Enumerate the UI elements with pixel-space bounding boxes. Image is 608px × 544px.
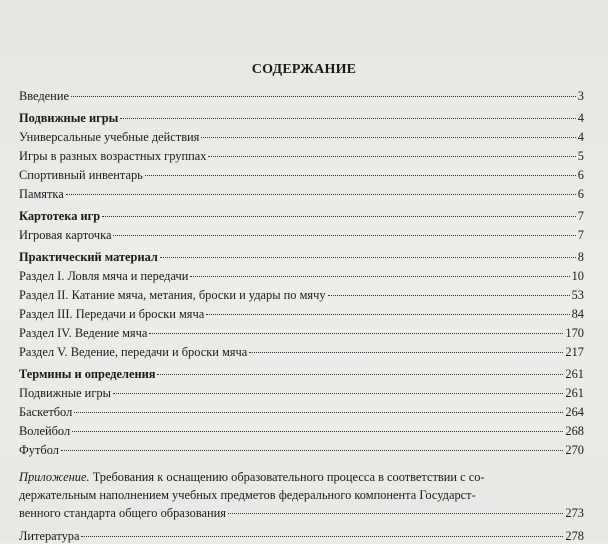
toc-entry-label: Подвижные игры — [19, 386, 111, 400]
dot-leader — [160, 257, 576, 258]
appendix-line-1 — [19, 468, 584, 486]
appendix-text-3: венного стандарта общего образования — [19, 506, 226, 520]
dot-leader — [190, 276, 569, 277]
dot-leader — [113, 235, 575, 236]
toc-entry — [19, 167, 584, 183]
toc-page-number: 7 — [577, 209, 584, 223]
toc-entry — [19, 148, 584, 164]
dot-leader — [149, 333, 563, 334]
toc-section-heading — [19, 249, 584, 265]
dot-leader — [102, 216, 576, 217]
dot-leader — [145, 175, 576, 176]
dot-leader — [328, 295, 570, 296]
toc-page-number: 268 — [565, 424, 584, 438]
toc-entry — [19, 442, 584, 458]
toc-page-number: 217 — [565, 345, 584, 359]
toc-entry — [19, 129, 584, 145]
toc-row-literature — [19, 528, 584, 544]
toc-entry-label: Футбол — [19, 443, 59, 457]
appendix-text-2: держательным наполнением учебных предметов федерального компонента Государст- — [19, 488, 476, 502]
toc-section-heading — [19, 110, 584, 126]
toc-page-number: 3 — [577, 89, 584, 103]
toc-entry — [19, 344, 584, 360]
appendix-text-1: Требования к оснащению образовательного процесса в соответствии с со- — [89, 470, 485, 484]
dot-leader — [120, 118, 575, 119]
toc-section-label: Подвижные игры — [19, 111, 119, 125]
toc-page-number: 5 — [577, 149, 584, 163]
dot-leader — [66, 194, 576, 195]
toc-page-number: 4 — [577, 130, 584, 144]
toc-entry-label: Баскетбол — [19, 405, 73, 419]
toc-page-number: 84 — [571, 307, 584, 321]
toc-section-label: Практический материал — [19, 250, 158, 264]
toc-section-label: Термины и определения — [19, 367, 156, 381]
toc-entry — [19, 306, 584, 322]
toc-page-number: 6 — [577, 187, 584, 201]
dot-leader — [201, 137, 575, 138]
toc-entry-label: Раздел I. Ловля мяча и передачи — [19, 269, 189, 283]
toc-entry-label: Введение — [19, 89, 69, 103]
toc-appendix — [19, 468, 584, 522]
dot-leader — [113, 393, 563, 394]
toc-page-number: 6 — [577, 168, 584, 182]
toc-row-intro — [19, 88, 584, 104]
toc-entry — [19, 404, 584, 420]
toc-page-number: 273 — [565, 506, 584, 520]
toc-entry — [19, 287, 584, 303]
toc-section-heading — [19, 366, 584, 382]
dot-leader — [208, 156, 575, 157]
dot-leader — [61, 450, 563, 451]
toc-entry — [19, 268, 584, 284]
dot-leader — [81, 536, 563, 537]
toc-page-number: 8 — [577, 250, 584, 264]
toc-section-label: Картотека игр — [19, 209, 101, 223]
toc-entry-label: Памятка — [19, 187, 64, 201]
appendix-prefix: Приложение. — [19, 470, 90, 484]
table-of-contents — [19, 88, 584, 544]
toc-page-number: 278 — [565, 529, 584, 543]
dot-leader — [228, 513, 563, 514]
toc-page-number: 261 — [565, 386, 584, 400]
toc-entry-label: Игровая карточка — [19, 228, 112, 242]
toc-entry — [19, 423, 584, 439]
dot-leader — [249, 352, 563, 353]
toc-entry — [19, 385, 584, 401]
toc-entry-label: Литература — [19, 529, 80, 543]
toc-page-number: 261 — [565, 367, 584, 381]
toc-page-number: 10 — [571, 269, 584, 283]
toc-page-number: 4 — [577, 111, 584, 125]
toc-page-number: 7 — [577, 228, 584, 242]
toc-section-heading — [19, 208, 584, 224]
toc-page-number: 53 — [571, 288, 584, 302]
toc-page-number: 270 — [565, 443, 584, 457]
toc-entry-label: Раздел III. Передачи и броски мяча — [19, 307, 205, 321]
toc-entry — [19, 186, 584, 202]
toc-entry-label: Универсальные учебные действия — [19, 130, 200, 144]
toc-entry-label: Раздел V. Ведение, передачи и броски мяча — [19, 345, 248, 359]
dot-leader — [206, 314, 569, 315]
page-title: СОДЕРЖАНИЕ — [251, 62, 357, 77]
toc-page-number: 264 — [565, 405, 584, 419]
toc-entry-label: Раздел IV. Ведение мяча — [19, 326, 148, 340]
dot-leader — [157, 374, 563, 375]
toc-entry-label: Волейбол — [19, 424, 71, 438]
toc-page-number: 170 — [565, 326, 584, 340]
toc-entry-label: Спортивный инвентарь — [19, 168, 143, 182]
dot-leader — [72, 431, 563, 432]
dot-leader — [74, 412, 563, 413]
toc-entry — [19, 325, 584, 341]
appendix-line-3 — [19, 504, 584, 522]
toc-entry — [19, 227, 584, 243]
toc-entry-label: Раздел II. Катание мяча, метания, броски и удары по мячу — [19, 288, 326, 302]
toc-entry-label: Игры в разных возрастных группах — [19, 149, 207, 163]
dot-leader — [71, 96, 576, 97]
